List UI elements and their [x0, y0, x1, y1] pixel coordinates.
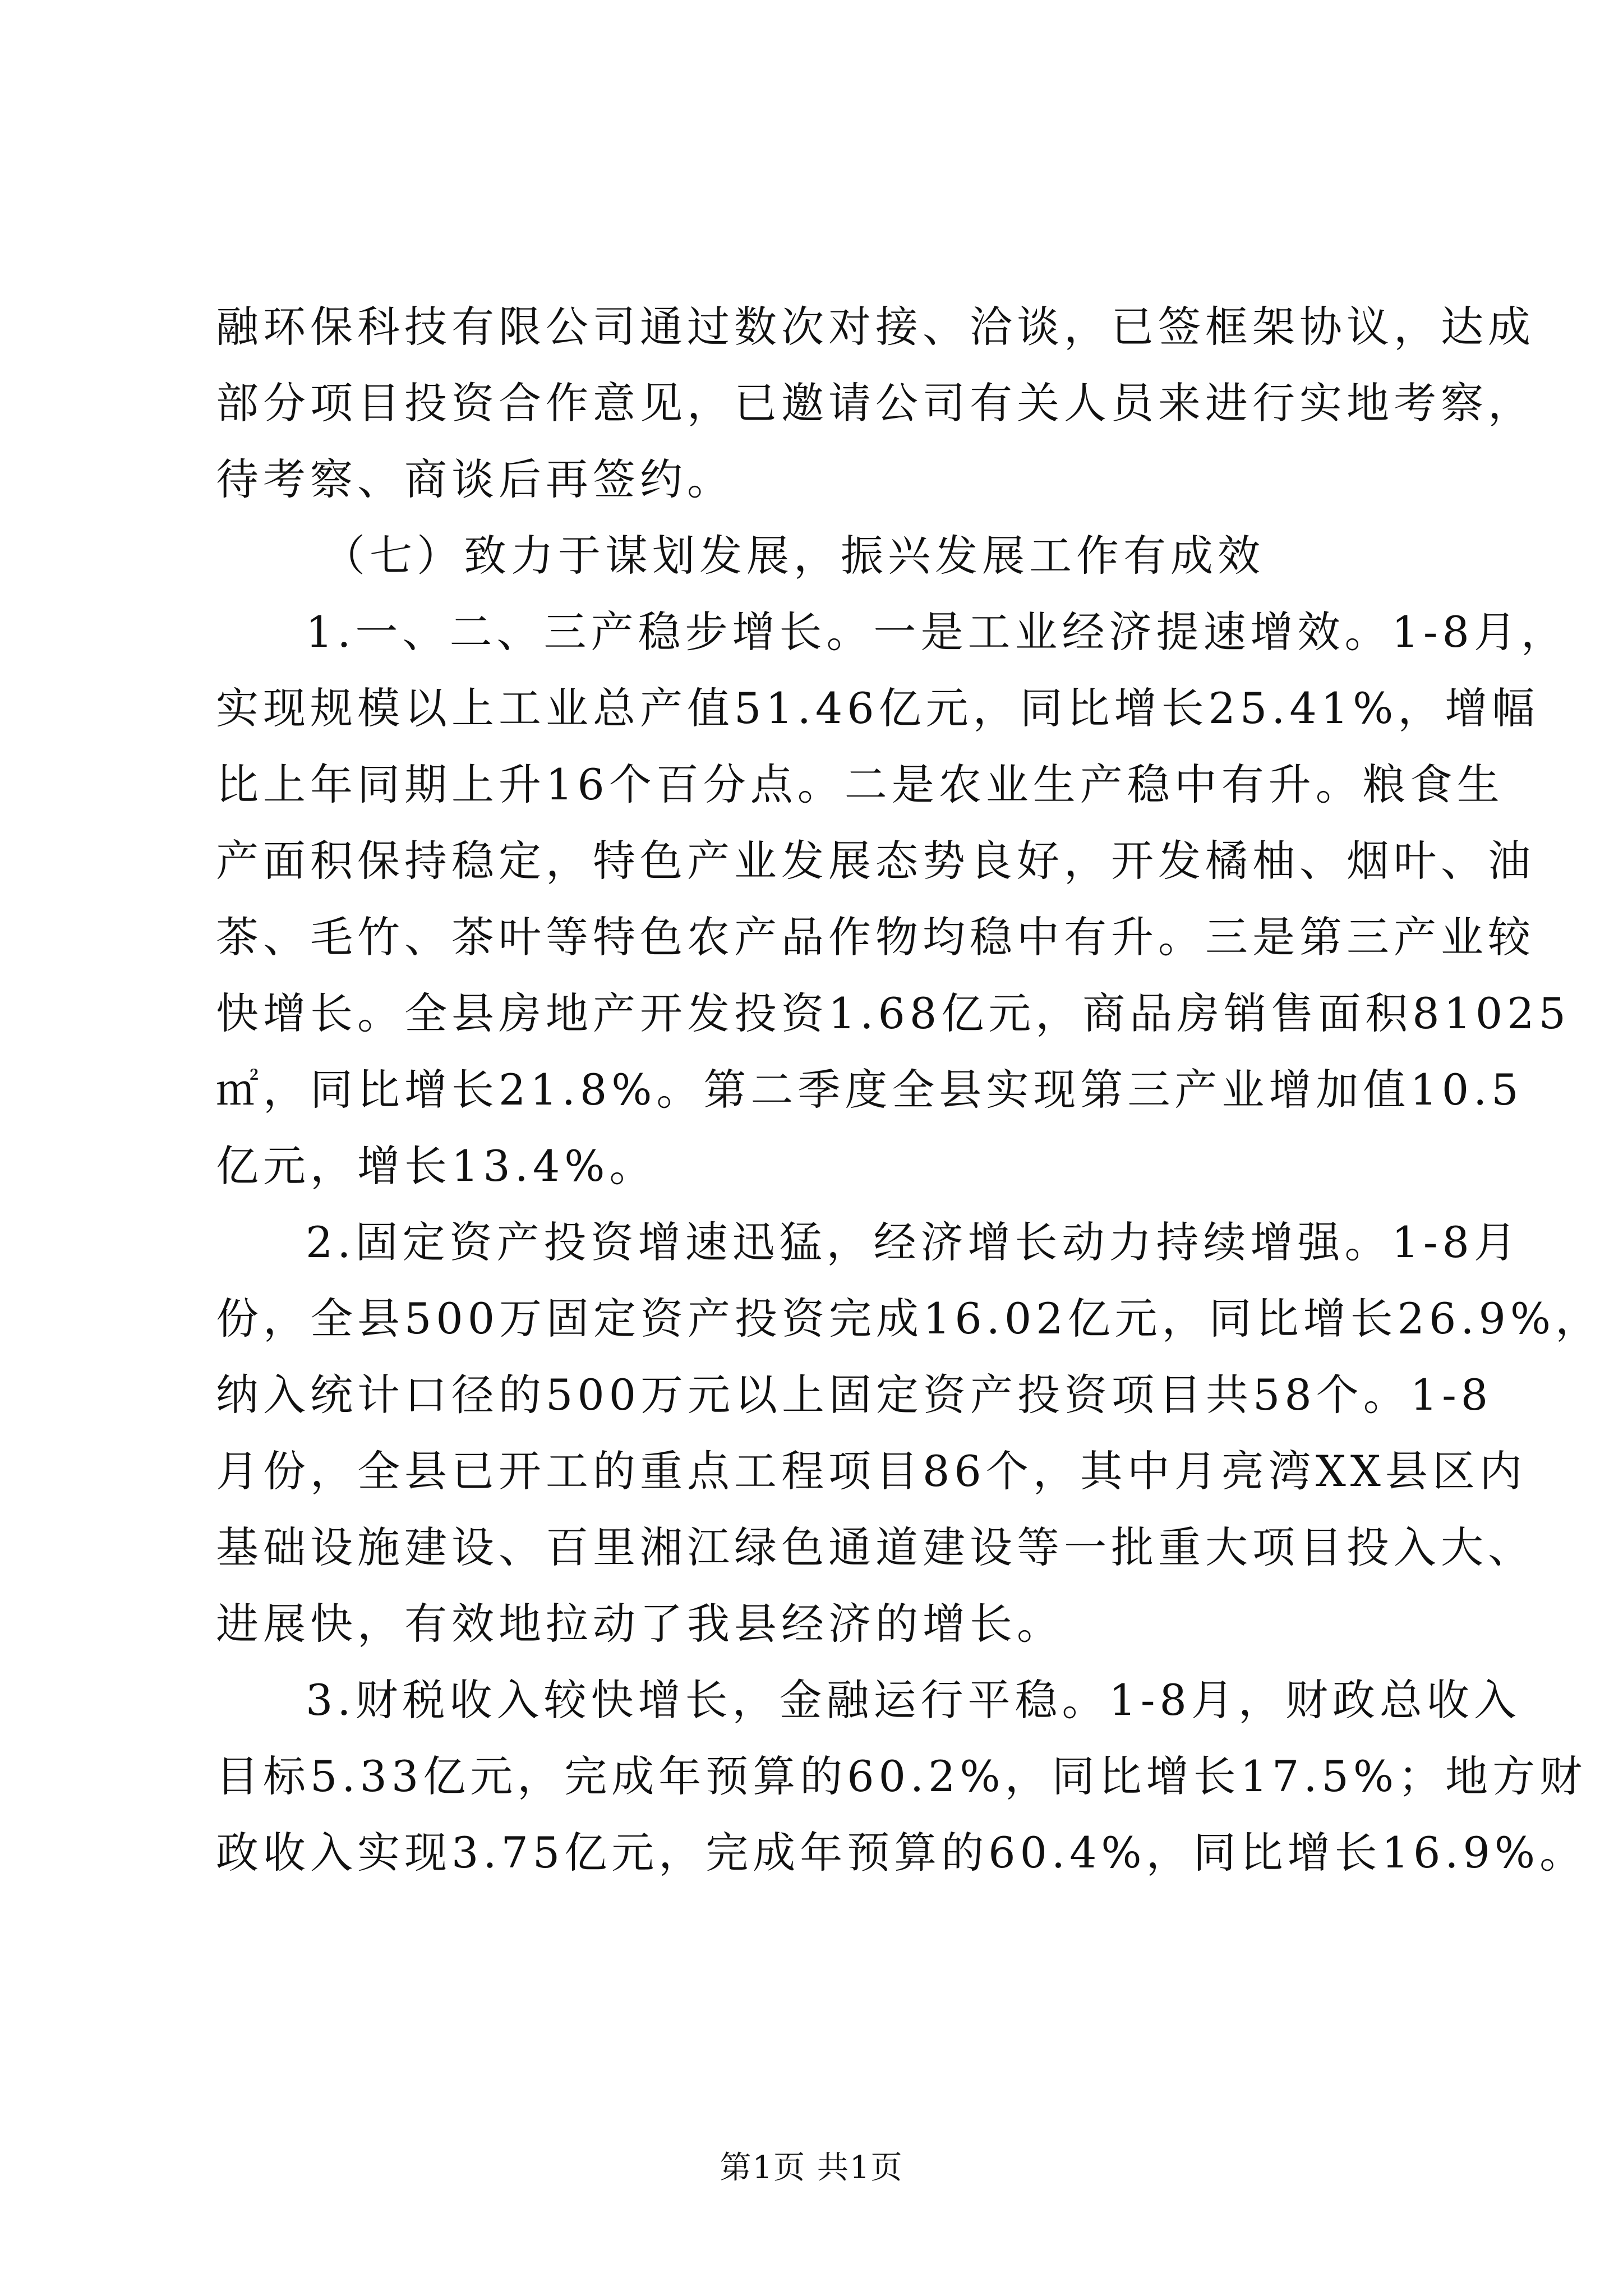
text-line: 快增长。全县房地产开发投资1.68亿元，商品房销售面积81025 [216, 988, 1570, 1038]
text-line: 目标5.33亿元，完成年预算的60.2%，同比增长17.5%；地方财 [216, 1751, 1587, 1801]
text-line: 基础设施建设、百里湘江绿色通道建设等一批重大项目投入大、 [216, 1522, 1535, 1572]
text-line: 比上年同期上升16个百分点。二是农业生产稳中有升。粮食生 [216, 760, 1504, 809]
text-line: 待考察、商谈后再签约。 [216, 454, 734, 504]
text-line: 纳入统计口径的500万元以上固定资产投资项目共58个。1-8 [216, 1370, 1493, 1420]
text-line: 3.财税收入较快增长，金融运行平稳。1-8月，财政总收入 [306, 1675, 1521, 1725]
text-line: 进展快，有效地拉动了我县经济的增长。 [216, 1599, 1064, 1649]
text-line: 部分项目投资合作意见，已邀请公司有关人员来进行实地考察， [216, 378, 1535, 428]
text-line: 2.固定资产投资增速迅猛，经济增长动力持续增强。1-8月 [306, 1217, 1521, 1267]
document-body [216, 289, 1603, 1891]
text-line: 亿元，增长13.4%。 [216, 1141, 657, 1191]
text-line: 茶、毛竹、茶叶等特色农产品作物均稳中有升。三是第三产业较 [216, 912, 1535, 962]
text-line: 份，全县500万固定资产投资完成16.02亿元，同比增长26.9%， [216, 1294, 1603, 1343]
page-footer: 第1页 共1页 [720, 2150, 903, 2186]
text-line: 产面积保持稳定，特色产业发展态势良好，开发橘柚、烟叶、油 [216, 836, 1535, 886]
text-line: ㎡，同比增长21.8%。第二季度全县实现第三产业增加值10.5 [216, 1065, 1523, 1115]
text-line: 实现规模以上工业总产值51.46亿元，同比增长25.41%，增幅 [216, 683, 1539, 733]
text-line: 政收入实现3.75亿元，完成年预算的60.4%，同比增长16.9%。 [216, 1828, 1587, 1878]
text-line: 1.一、二、三产稳步增长。一是工业经济提速增效。1-8月， [306, 607, 1568, 657]
section-heading: （七）致力于谋划发展，振兴发展工作有成效 [322, 531, 1265, 581]
text-line: 月份，全县已开工的重点工程项目86个，其中月亮湾XX县区内 [216, 1446, 1527, 1496]
text-line: 融环保科技有限公司通过数次对接、洽谈，已签框架协议，达成 [216, 302, 1535, 352]
